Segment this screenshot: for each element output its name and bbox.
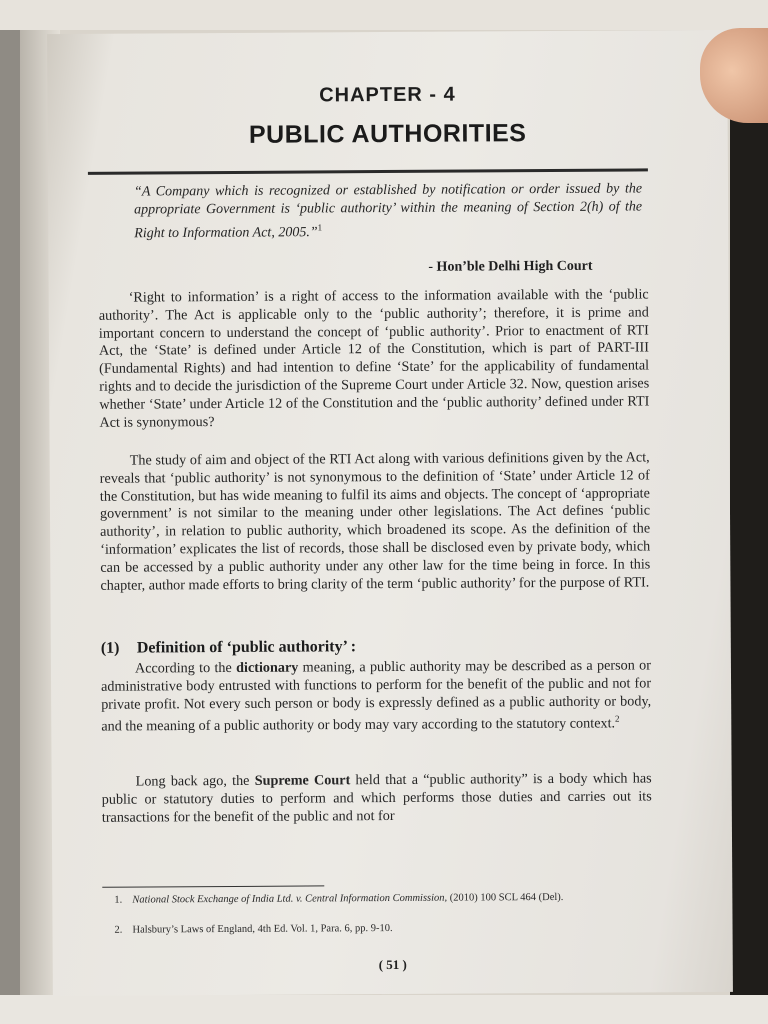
background-top — [0, 0, 768, 30]
footnote-1-citation: (2010) 100 SCL 464 (Del). — [447, 891, 564, 904]
quote-attribution: - Hon’ble Delhi High Court — [428, 258, 593, 275]
paragraph-4-bold: Supreme Court — [254, 772, 351, 789]
quote-footnote-ref: 1 — [317, 222, 323, 233]
background-bottom — [0, 995, 768, 1024]
footnote-2-number: 2. — [114, 924, 123, 936]
paragraph-1: ‘Right to information’ is a right of access to the information available with the ‘public authority’. The Act is applicable only to the ‘public authority’; therefore, it is prime and important concern to understand the concept of ‘public authority’. Prior to enactment of RTI Act, the ‘State’ is defined under Article 12 of the Constitution, which is part of PART-III (Fundamental Rights) and had intention to define ‘State’ for the applicability of fundamental rights and to decide the jurisdiction of the Supreme Court under Article 32. Now, question arises whether ‘State’ under Article 12 of the Constitution and the ‘public authority’ defined under RTI Act is synonymous? — [98, 286, 650, 431]
epigraph-quote — [134, 180, 642, 243]
footnote-1-number: 1. — [114, 894, 123, 906]
book-edge — [0, 30, 20, 995]
footnote-2-citation: Halsbury’s Laws of England, 4th Ed. Vol. 1, Para. 6, pp. 9-10. — [132, 922, 393, 936]
paragraph-3-bold: dictionary — [236, 659, 299, 676]
paragraph-3 — [101, 657, 651, 736]
paragraph-3-text-a: According to the — [134, 659, 237, 677]
paragraph-2: The study of aim and object of the RTI Act along with various definitions given by the Act, reveals that ‘public authority’ is not synonymous to the definition of ‘State’ under Article 12 of the Constitution, but has wide meaning to fulfil its aims and objects. The concept of ‘appropriate government’ is not similar to the meaning under other legislations. The Act defines ‘public authority’, in relation to public authority, which broadened its scope. As the definition of the ‘information’ explicates the list of records, those shall be disclosed even by private body, which can be accessed by a public authority under any other law for the time being in force. In this chapter, author made efforts to bring clarity of the term ‘public authority’ for the purpose of RTI. — [99, 449, 651, 594]
background-right — [730, 110, 768, 995]
title-rule — [88, 168, 648, 174]
section-heading-text: Definition of ‘public authority’ : — [136, 638, 357, 657]
footnote-1 — [114, 890, 654, 907]
section-number: (1) — [100, 639, 120, 657]
page-number: ( 51 ) — [378, 956, 407, 973]
paragraph-3-text-b: meaning, a public authority may be described as a person or administrative body entrusted with functions to perform for the benefit of the public and not for private profit. Not every such person or body is expressly defined as a public authority or body, and the meaning of a public authority or body may vary according to the statutory context. — [101, 657, 652, 735]
paragraph-4-text-b: held that a “public authority” is a body which has public or statutory duties to perform and which performs those duties and carries out its transactions for the benefit of the public and not for — [101, 770, 652, 826]
paragraph-4-text-a: Long back ago, the — [135, 772, 255, 790]
footnote-1-case: National Stock Exchange of India Ltd. v. Central Information Commission, — [132, 892, 448, 906]
quote-text: “A Company which is recognized or established by notification or order issued by the appropriate Government is ‘public authority’ within the meaning of Section 2(h) of the Right to Information Act, 2005.” — [133, 181, 643, 242]
book-page — [47, 30, 733, 996]
footnote-rule — [102, 885, 324, 887]
paragraph-3-footnote-ref: 2 — [614, 713, 620, 725]
chapter-label: CHAPTER - 4 — [319, 83, 456, 107]
section-heading — [101, 638, 356, 658]
paragraph-4 — [102, 770, 652, 827]
chapter-title: PUBLIC AUTHORITIES — [248, 119, 527, 149]
footnote-2 — [115, 920, 655, 937]
